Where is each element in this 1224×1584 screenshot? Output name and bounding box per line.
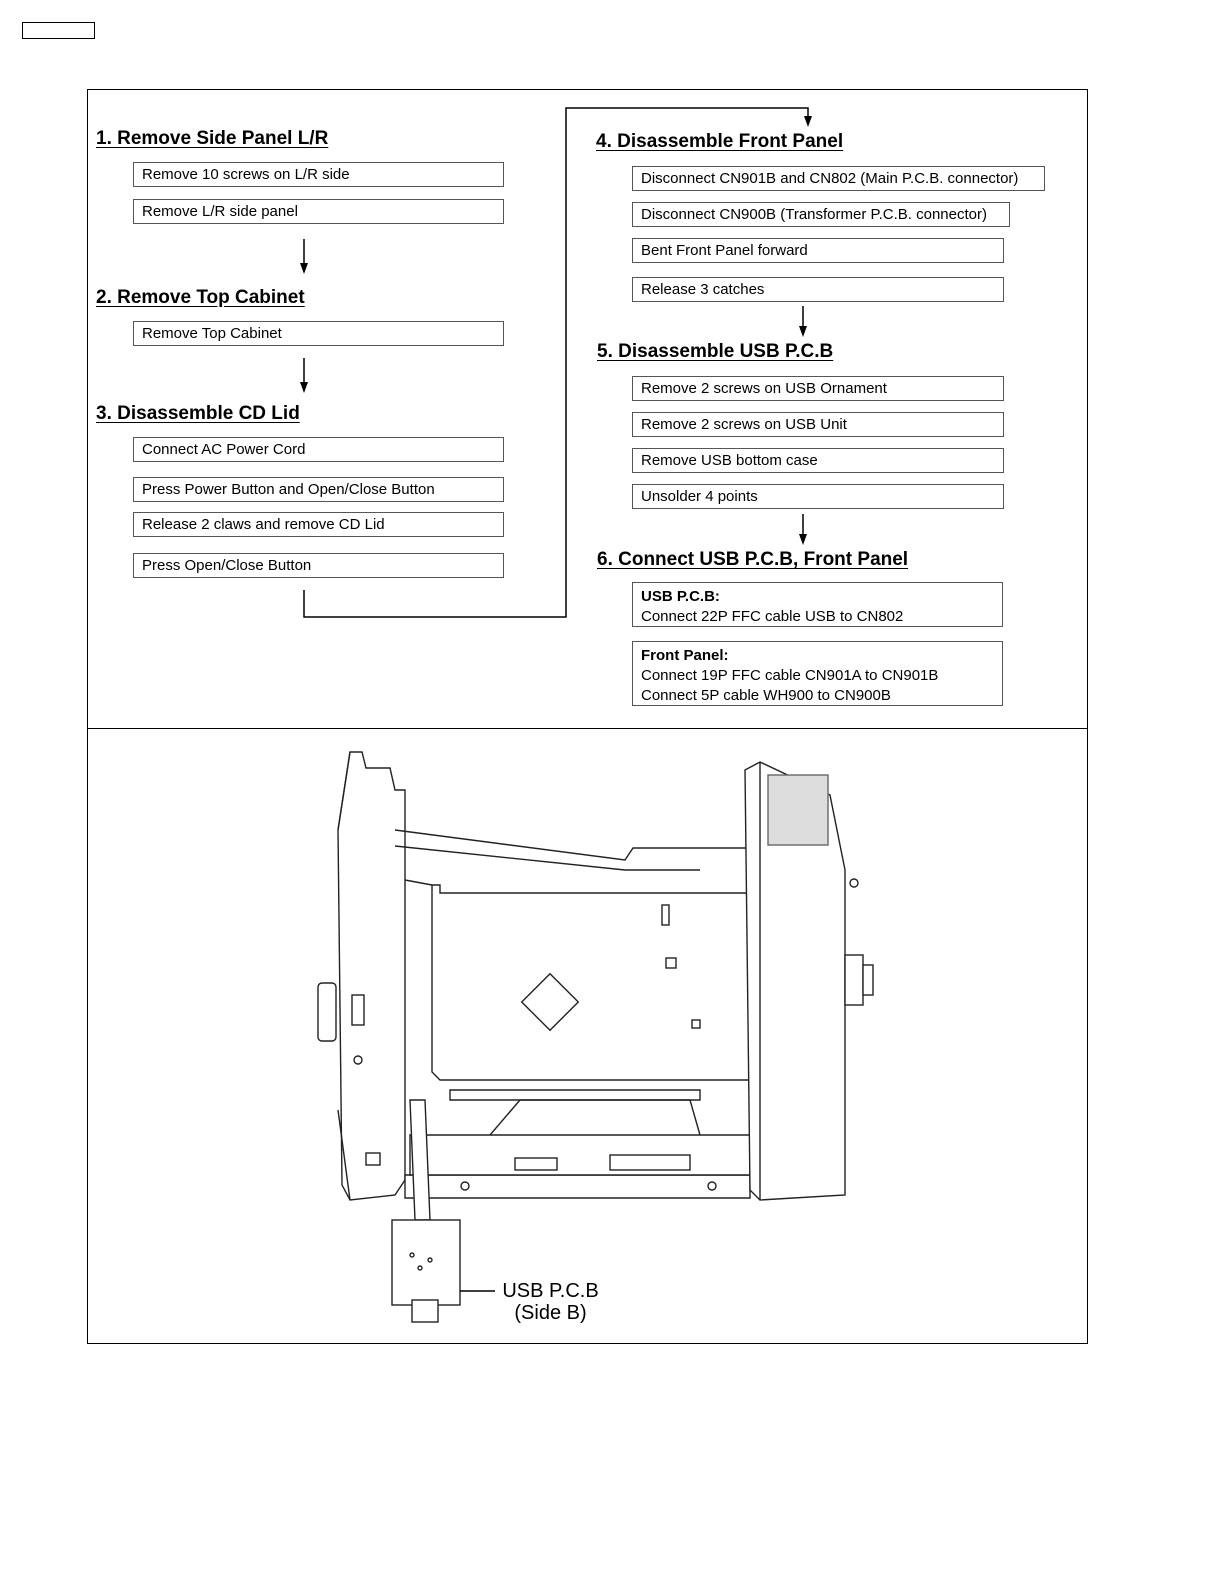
front-knob [318, 983, 336, 1041]
step-6-title: 6. Connect USB P.C.B, Front Panel [597, 549, 909, 570]
step-1-title: 1. Remove Side Panel L/R [96, 128, 329, 149]
rear-connector [845, 955, 863, 1005]
step-5-item-4: Unsolder 4 points [632, 484, 1004, 509]
step-4-item-2: Disconnect CN900B (Transformer P.C.B. connector) [632, 202, 1010, 227]
usb-pcb-callout [498, 1280, 603, 1324]
step-6-note-front-heading: Front Panel: [641, 647, 729, 664]
front-clip [366, 1153, 380, 1165]
heat-sink [768, 775, 828, 845]
step-2-title: 2. Remove Top Cabinet [96, 287, 305, 308]
rear-terminal [863, 965, 873, 995]
step-6-note-usb-heading: USB P.C.B: [641, 588, 720, 605]
step-3-title: 3. Disassemble CD Lid [96, 403, 300, 424]
usb-pcb-callout-line-2: (Side B) [514, 1302, 587, 1324]
step-4-item-1: Disconnect CN901B and CN802 (Main P.C.B. connector) [632, 166, 1045, 191]
step-5-title: 5. Disassemble USB P.C.B [597, 341, 834, 362]
step-4-title: 4. Disassemble Front Panel [596, 131, 844, 152]
usb-pcb-callout-line-1: USB P.C.B [502, 1280, 599, 1302]
step-1-item-2: Remove L/R side panel [133, 199, 504, 224]
step-6-note-usb-line-1: Connect 22P FFC cable USB to CN802 [641, 608, 904, 625]
chassis-base [405, 1175, 750, 1198]
step-1-item-1: Remove 10 screws on L/R side [133, 162, 504, 187]
step-2-item-1: Remove Top Cabinet [133, 321, 504, 346]
step-4-item-3: Bent Front Panel forward [632, 238, 1004, 263]
step-3-item-2: Press Power Button and Open/Close Button [133, 477, 504, 502]
chassis-lower-frame [410, 1135, 750, 1175]
step-3-item-1: Connect AC Power Cord [133, 437, 504, 462]
front-button [354, 1056, 362, 1064]
front-usb-port [352, 995, 364, 1025]
step-4-item-4: Release 3 catches [632, 277, 1004, 302]
usb-connector [412, 1300, 438, 1322]
front-panel-left [338, 752, 405, 1200]
step-6-note-front-line-2: Connect 5P cable WH900 to CN900B [641, 687, 891, 704]
step-5-item-1: Remove 2 screws on USB Ornament [632, 376, 1004, 401]
step-5-item-3: Remove USB bottom case [632, 448, 1004, 473]
main-pcb [432, 885, 755, 1080]
step-3-item-4: Press Open/Close Button [133, 553, 504, 578]
step-6-note-front-line-1: Connect 19P FFC cable CN901A to CN901B [641, 667, 939, 684]
usb-pcb [392, 1220, 460, 1305]
step-5-item-2: Remove 2 screws on USB Unit [632, 412, 1004, 437]
ffc-cable [395, 830, 760, 860]
step-3-item-3: Release 2 claws and remove CD Lid [133, 512, 504, 537]
usb-ribbon-cable [410, 1100, 430, 1220]
